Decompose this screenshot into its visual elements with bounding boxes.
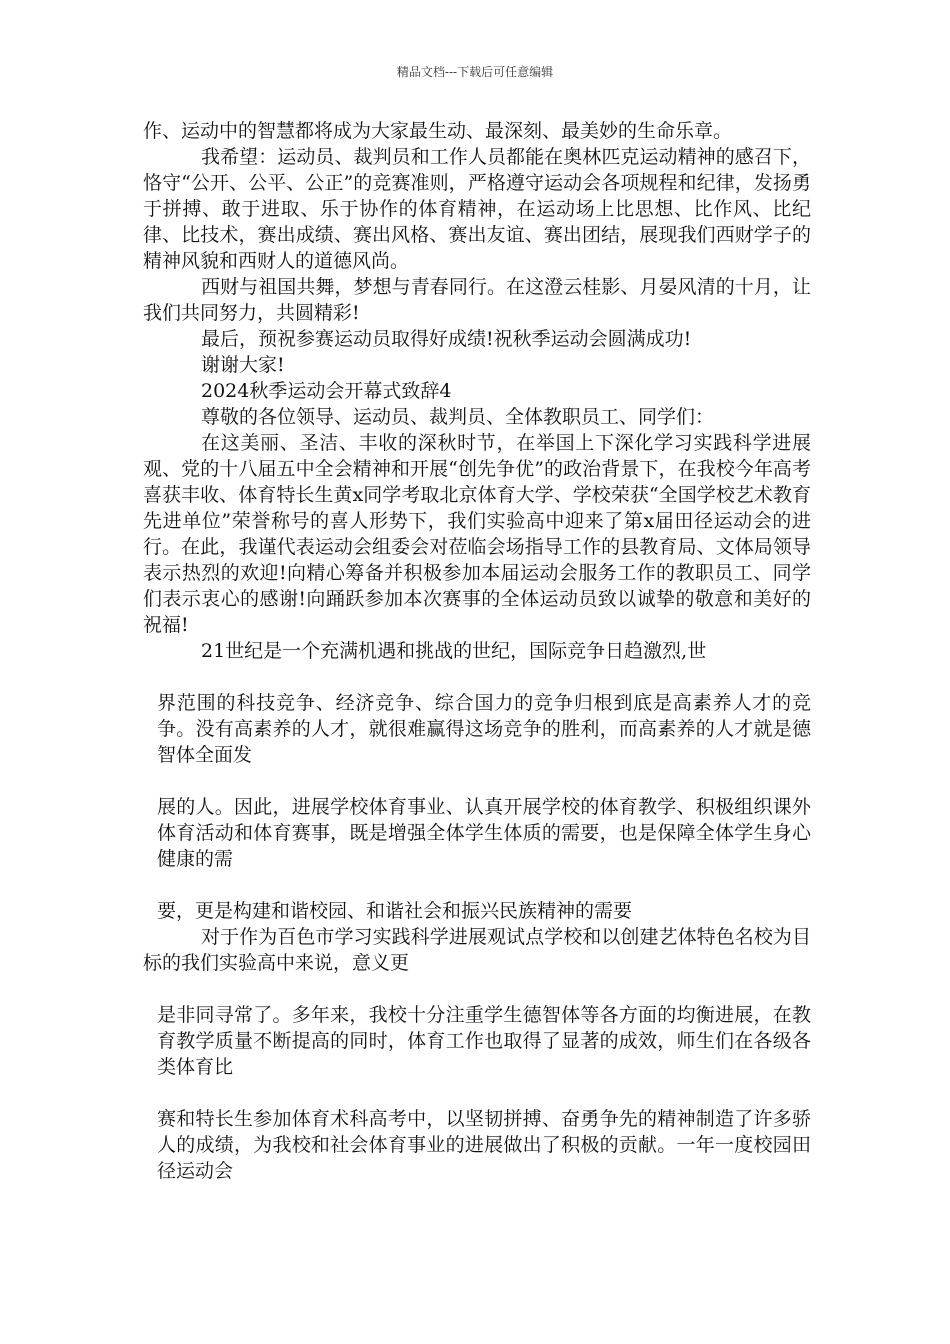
document-body <box>143 118 811 1184</box>
page-header: 精品文档---下载后可任意编辑 <box>396 65 554 79</box>
paragraph: 作、运动中的智慧都将成为大家最生动、最深刻、最美妙的生命乐章。 <box>143 120 733 142</box>
paragraph: 在这美丽、圣洁、丰收的深秋时节，在举国上下深化学习实践科学进展观、党的十八届五中全会精神和开展“创先争优”的政治背景下，在我校今年高考喜获丰收、体育特长生黄x同学考取北京体育大学、学校荣获“全国学校艺术教育先进单位”荣誉称号的喜人形势下，我们实验高中迎来了第x届田径运动会的进行。在此，我谨代表运动会组委会对莅临会场指导工作的县教育局、文体局领导表示热烈的欢迎!向精心筹备并积极参加本届运动会服务工作的教职员工、同学们表示衷心的感谢!向踊跃参加本次赛事的全体运动员致以诚挚的敬意和美好的祝福! <box>143 432 811 636</box>
paragraph: 最后，预祝参赛运动员取得好成绩!祝秋季运动会圆满成功! <box>201 328 692 350</box>
paragraph: 21世纪是一个充满机遇和挑战的世纪，国际竞争日趋激烈,世 <box>201 640 707 662</box>
paragraph: 对于作为百色市学习实践科学进展观试点学校和以创建艺体特色名校为目标的我们实验高中来说，意义更 <box>143 926 811 974</box>
paragraph: 赛和特长生参加体育术科高考中，以坚韧拼搏、奋勇争先的精神制造了许多骄人的成绩，为我校和社会体育事业的进展做出了积极的贡献。一年一度校园田径运动会 <box>157 1108 811 1182</box>
paragraph: 西财与祖国共舞，梦想与青春同行。在这澄云桂影、月晏风清的十月，让我们共同努力，共圆精彩! <box>143 276 811 324</box>
section-heading: 2024秋季运动会开幕式致辞4 <box>201 380 452 402</box>
paragraph: 展的人。因此，进展学校体育事业、认真开展学校的体育教学、积极组织课外体育活动和体育赛事，既是增强全体学生体质的需要，也是保障全体学生身心健康的需 <box>157 796 811 870</box>
salutation: 尊敬的各位领导、运动员、裁判员、全体教职员工、同学们： <box>201 406 715 428</box>
paragraph: 我希望：运动员、裁判员和工作人员都能在奥林匹克运动精神的感召下，恪守“公开、公平、公正”的竞赛准则，严格遵守运动会各项规程和纪律，发扬勇于拼搏、敢于进取、乐于协作的体育精神，在运动场上比思想、比作风、比纪律、比技术，赛出成绩、赛出风格、赛出友谊、赛出团结，展现我们西财学子的精神风貌和西财人的道德风尚。 <box>143 146 811 272</box>
paragraph: 界范围的科技竞争、经济竞争、综合国力的竞争归根到底是高素养人才的竞争。没有高素养的人才，就很难赢得这场竞争的胜利，而高素养的人才就是德智体全面发 <box>157 692 811 766</box>
paragraph: 要，更是构建和谐校园、和谐社会和振兴民族精神的需要 <box>157 900 633 922</box>
paragraph: 是非同寻常了。多年来，我校十分注重学生德智体等各方面的均衡进展，在教育教学质量不断提高的同时，体育工作也取得了显著的成效，师生们在各级各类体育比 <box>157 1004 811 1078</box>
paragraph: 谢谢大家! <box>201 354 285 376</box>
